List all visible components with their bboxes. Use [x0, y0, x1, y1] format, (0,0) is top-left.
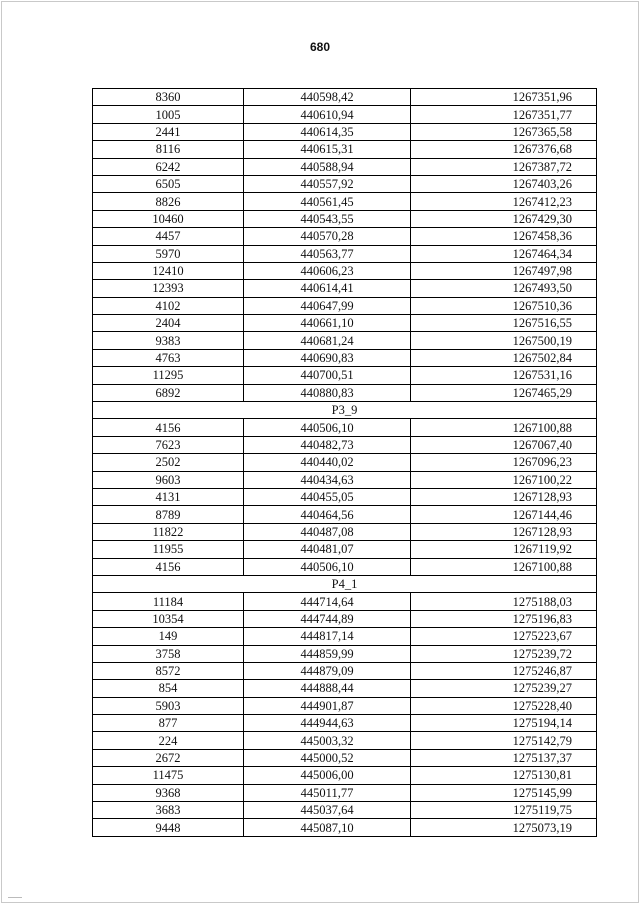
point-id-cell: 4156 — [93, 419, 244, 436]
point-id-cell: 2404 — [93, 315, 244, 332]
point-id-cell: 9448 — [93, 819, 244, 836]
y-coordinate-cell: 1267376,68 — [411, 141, 597, 158]
y-coordinate-cell: 1275142,79 — [411, 732, 597, 749]
x-coordinate-cell: 440615,31 — [244, 141, 411, 158]
point-id-cell: 8789 — [93, 506, 244, 523]
y-coordinate-cell: 1275246,87 — [411, 662, 597, 679]
point-id-cell: 8572 — [93, 662, 244, 679]
y-coordinate-cell: 1267516,55 — [411, 315, 597, 332]
y-coordinate-cell: 1275119,75 — [411, 802, 597, 819]
table-row — [93, 558, 597, 575]
y-coordinate-cell: 1267144,46 — [411, 506, 597, 523]
table-row — [93, 297, 597, 314]
point-id-cell: 149 — [93, 628, 244, 645]
point-id-cell: 2502 — [93, 454, 244, 471]
point-id-cell: 8826 — [93, 193, 244, 210]
x-coordinate-cell: 444888,44 — [244, 680, 411, 697]
x-coordinate-cell: 444744,89 — [244, 610, 411, 627]
x-coordinate-cell: 444859,99 — [244, 645, 411, 662]
point-id-cell: 854 — [93, 680, 244, 697]
section-label: P4_1 — [93, 575, 597, 592]
table-row — [93, 541, 597, 558]
x-coordinate-cell: 440606,23 — [244, 262, 411, 279]
table-row — [93, 123, 597, 140]
point-id-cell: 12410 — [93, 262, 244, 279]
x-coordinate-cell: 444817,14 — [244, 628, 411, 645]
table-row — [93, 228, 597, 245]
table-row — [93, 715, 597, 732]
y-coordinate-cell: 1267493,50 — [411, 280, 597, 297]
point-id-cell: 5903 — [93, 697, 244, 714]
y-coordinate-cell: 1275239,27 — [411, 680, 597, 697]
table-row — [93, 819, 597, 836]
y-coordinate-cell: 1267464,34 — [411, 245, 597, 262]
table-row — [93, 332, 597, 349]
point-id-cell: 12393 — [93, 280, 244, 297]
y-coordinate-cell: 1267465,29 — [411, 384, 597, 401]
scan-mark — [8, 897, 22, 898]
x-coordinate-cell: 440661,10 — [244, 315, 411, 332]
x-coordinate-cell: 444944,63 — [244, 715, 411, 732]
table-row — [93, 749, 597, 766]
x-coordinate-cell: 440570,28 — [244, 228, 411, 245]
table-row — [93, 315, 597, 332]
y-coordinate-cell: 1275188,03 — [411, 593, 597, 610]
x-coordinate-cell: 440464,56 — [244, 506, 411, 523]
x-coordinate-cell: 445011,77 — [244, 784, 411, 801]
x-coordinate-cell: 440506,10 — [244, 419, 411, 436]
y-coordinate-cell: 1267128,93 — [411, 523, 597, 540]
x-coordinate-cell: 440681,24 — [244, 332, 411, 349]
y-coordinate-cell: 1267387,72 — [411, 158, 597, 175]
table-row — [93, 802, 597, 819]
point-id-cell: 11955 — [93, 541, 244, 558]
point-id-cell: 4131 — [93, 488, 244, 505]
point-id-cell: 9368 — [93, 784, 244, 801]
table-row — [93, 367, 597, 384]
table-row — [93, 262, 597, 279]
point-id-cell: 10460 — [93, 210, 244, 227]
y-coordinate-cell: 1267412,23 — [411, 193, 597, 210]
y-coordinate-cell: 1275228,40 — [411, 697, 597, 714]
y-coordinate-cell: 1275223,67 — [411, 628, 597, 645]
table-row — [93, 506, 597, 523]
y-coordinate-cell: 1267351,96 — [411, 89, 597, 106]
x-coordinate-cell: 445087,10 — [244, 819, 411, 836]
x-coordinate-cell: 440440,02 — [244, 454, 411, 471]
x-coordinate-cell: 440455,05 — [244, 488, 411, 505]
y-coordinate-cell: 1275239,72 — [411, 645, 597, 662]
point-id-cell: 1005 — [93, 106, 244, 123]
point-id-cell: 11475 — [93, 767, 244, 784]
table-row — [93, 158, 597, 175]
point-id-cell: 6242 — [93, 158, 244, 175]
y-coordinate-cell: 1275130,81 — [411, 767, 597, 784]
x-coordinate-cell: 444714,64 — [244, 593, 411, 610]
x-coordinate-cell: 440434,63 — [244, 471, 411, 488]
point-id-cell: 3758 — [93, 645, 244, 662]
point-id-cell: 8360 — [93, 89, 244, 106]
x-coordinate-cell: 440614,41 — [244, 280, 411, 297]
x-coordinate-cell: 440563,77 — [244, 245, 411, 262]
x-coordinate-cell: 440610,94 — [244, 106, 411, 123]
x-coordinate-cell: 440598,42 — [244, 89, 411, 106]
x-coordinate-cell: 440690,83 — [244, 349, 411, 366]
x-coordinate-cell: 440487,08 — [244, 523, 411, 540]
y-coordinate-cell: 1267119,92 — [411, 541, 597, 558]
table-row — [93, 245, 597, 262]
x-coordinate-cell: 440561,45 — [244, 193, 411, 210]
table-row — [93, 193, 597, 210]
y-coordinate-cell: 1267510,36 — [411, 297, 597, 314]
point-id-cell: 4102 — [93, 297, 244, 314]
point-id-cell: 2441 — [93, 123, 244, 140]
point-id-cell: 10354 — [93, 610, 244, 627]
table-row — [93, 767, 597, 784]
y-coordinate-cell: 1267458,36 — [411, 228, 597, 245]
x-coordinate-cell: 440506,10 — [244, 558, 411, 575]
table-row — [93, 680, 597, 697]
table-row — [93, 89, 597, 106]
y-coordinate-cell: 1267100,22 — [411, 471, 597, 488]
point-id-cell: 9383 — [93, 332, 244, 349]
table-row — [93, 593, 597, 610]
y-coordinate-cell: 1275137,37 — [411, 749, 597, 766]
table-row — [93, 662, 597, 679]
table-row — [93, 488, 597, 505]
table-row — [93, 784, 597, 801]
y-coordinate-cell: 1267502,84 — [411, 349, 597, 366]
y-coordinate-cell: 1267096,23 — [411, 454, 597, 471]
section-label: P3_9 — [93, 402, 597, 419]
table-row — [93, 436, 597, 453]
point-id-cell: 4457 — [93, 228, 244, 245]
table-row — [93, 419, 597, 436]
table-row — [93, 732, 597, 749]
section-row — [93, 402, 597, 419]
y-coordinate-cell: 1275145,99 — [411, 784, 597, 801]
coordinates-table-body — [93, 89, 597, 837]
x-coordinate-cell: 440482,73 — [244, 436, 411, 453]
y-coordinate-cell: 1275196,83 — [411, 610, 597, 627]
x-coordinate-cell: 444901,87 — [244, 697, 411, 714]
y-coordinate-cell: 1267128,93 — [411, 488, 597, 505]
table-row — [93, 141, 597, 158]
x-coordinate-cell: 440588,94 — [244, 158, 411, 175]
point-id-cell: 6505 — [93, 175, 244, 192]
x-coordinate-cell: 445003,32 — [244, 732, 411, 749]
y-coordinate-cell: 1267067,40 — [411, 436, 597, 453]
x-coordinate-cell: 444879,09 — [244, 662, 411, 679]
point-id-cell: 8116 — [93, 141, 244, 158]
point-id-cell: 6892 — [93, 384, 244, 401]
x-coordinate-cell: 440614,35 — [244, 123, 411, 140]
x-coordinate-cell: 445006,00 — [244, 767, 411, 784]
point-id-cell: 3683 — [93, 802, 244, 819]
y-coordinate-cell: 1275073,19 — [411, 819, 597, 836]
point-id-cell: 11822 — [93, 523, 244, 540]
y-coordinate-cell: 1267497,98 — [411, 262, 597, 279]
table-row — [93, 384, 597, 401]
x-coordinate-cell: 440557,92 — [244, 175, 411, 192]
x-coordinate-cell: 445000,52 — [244, 749, 411, 766]
table-row — [93, 523, 597, 540]
table-row — [93, 106, 597, 123]
point-id-cell: 4763 — [93, 349, 244, 366]
table-row — [93, 349, 597, 366]
point-id-cell: 4156 — [93, 558, 244, 575]
x-coordinate-cell: 440481,07 — [244, 541, 411, 558]
point-id-cell: 5970 — [93, 245, 244, 262]
y-coordinate-cell: 1267365,58 — [411, 123, 597, 140]
table-row — [93, 454, 597, 471]
section-row — [93, 575, 597, 592]
x-coordinate-cell: 440647,99 — [244, 297, 411, 314]
table-row — [93, 645, 597, 662]
coordinates-table — [92, 88, 597, 837]
point-id-cell: 11295 — [93, 367, 244, 384]
x-coordinate-cell: 445037,64 — [244, 802, 411, 819]
point-id-cell: 11184 — [93, 593, 244, 610]
x-coordinate-cell: 440700,51 — [244, 367, 411, 384]
y-coordinate-cell: 1267403,26 — [411, 175, 597, 192]
point-id-cell: 9603 — [93, 471, 244, 488]
table-row — [93, 610, 597, 627]
point-id-cell: 877 — [93, 715, 244, 732]
y-coordinate-cell: 1267531,16 — [411, 367, 597, 384]
x-coordinate-cell: 440543,55 — [244, 210, 411, 227]
table-row — [93, 471, 597, 488]
y-coordinate-cell: 1267100,88 — [411, 558, 597, 575]
table-row — [93, 175, 597, 192]
point-id-cell: 2672 — [93, 749, 244, 766]
table-row — [93, 210, 597, 227]
y-coordinate-cell: 1267429,30 — [411, 210, 597, 227]
y-coordinate-cell: 1267100,88 — [411, 419, 597, 436]
table-row — [93, 280, 597, 297]
y-coordinate-cell: 1267500,19 — [411, 332, 597, 349]
point-id-cell: 7623 — [93, 436, 244, 453]
page-number: 680 — [309, 40, 331, 54]
y-coordinate-cell: 1275194,14 — [411, 715, 597, 732]
table-row — [93, 697, 597, 714]
table-row — [93, 628, 597, 645]
y-coordinate-cell: 1267351,77 — [411, 106, 597, 123]
point-id-cell: 224 — [93, 732, 244, 749]
x-coordinate-cell: 440880,83 — [244, 384, 411, 401]
